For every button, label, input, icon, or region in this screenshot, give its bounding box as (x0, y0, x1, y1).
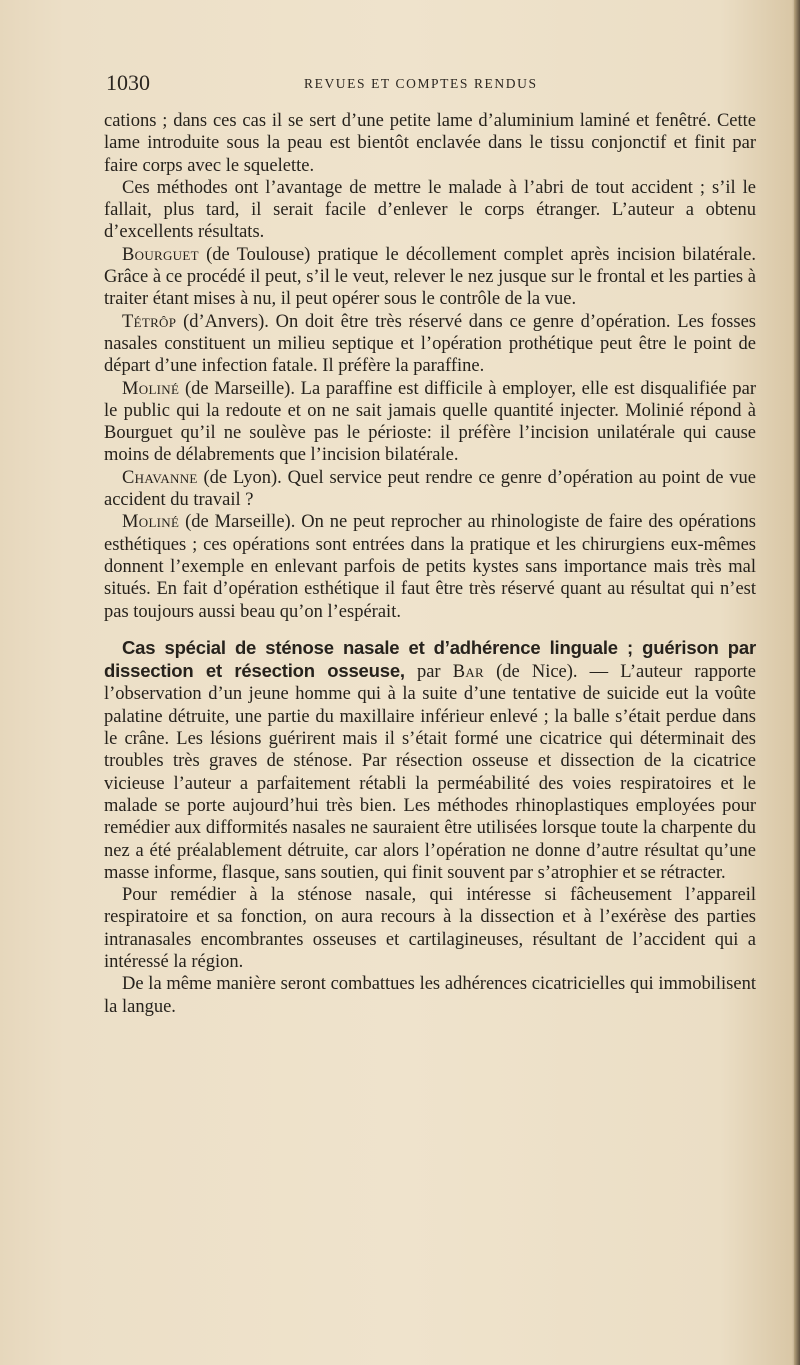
section-gap (104, 623, 756, 637)
page-edge-shadow (794, 0, 800, 1365)
speaker-name: Moliné (122, 378, 180, 399)
article-abstract (104, 637, 756, 884)
article-paragraph-3: De la même manière seront combattues les adhérences cicatricielles qui immobilisent la langue. (104, 974, 756, 1017)
paragraph-chavanne (104, 467, 756, 512)
page-number: 1030 (106, 70, 150, 95)
speaker-name: Tétrôp (122, 311, 177, 332)
speaker-text: (de Toulouse) pratique le décollement complet après incision bilatérale. Grâce à ce procédé il peut, s’il le veut, relever le nez jusque sur le frontal et les parties à traiter étant mises à nu, il peut opérer sous le contrôle de la vue. (104, 244, 756, 310)
paragraph-molinie-1 (104, 378, 756, 467)
paragraph-continuation: cations ; dans ces cas il se sert d’une petite lame d’aluminium laminé et fenêtré. Cette lame introduite sous la peau est bientôt enclavée dans le tissu conjonctif et finit par faire corps avec le squelette. (104, 111, 756, 176)
speaker-text: (d’Anvers). On doit être très réservé dans ce genre d’opération. Les fosses nasales constituent un milieu septique et l’opération prothétique peut être le point de départ d’une infection fatale. Il préfère la paraffine. (104, 311, 756, 377)
paragraph-bourguet (104, 244, 756, 311)
paragraph-methods: Ces méthodes ont l’avantage de mettre le malade à l’abri de tout accident ; s’il le fallait, plus tard, il serait facile d’enlever le corps étranger. L’auteur a obtenu d’excellents résultats. (104, 177, 756, 243)
speaker-name: Chavanne (122, 467, 198, 488)
article-title: Cas spécial de sténose nasale et d’adhérence linguale ; guérison par dissection et résection osseuse, (104, 636, 756, 682)
speaker-text: (de Marseille). La paraffine est difficile à employer, elle est disqualifiée par le public qui la redoute et on ne sait jamais quelle quantité injecter. Molinié répond à Bourguet qu’il ne soulève pas le périoste: il préfère l’incision unilatérale qui cause moins de délabrements que l’incision bilatérale. (104, 378, 756, 466)
paragraph-tetrop (104, 311, 756, 378)
speaker-text: (de Marseille). On ne peut reprocher au rhinologiste de faire des opérations esthétiques ; ces opérations sont entrées dans la pratique et les chirurgiens eux-mêmes donnent l’exemple en enlevant parfois de petits kystes sans importance mais très mal situés. En fait d’opération esthétique il faut être très réservé quant au résultat qui n’est pas toujours aussi beau qu’on l’espérait. (104, 512, 756, 622)
running-title: REVUES ET COMPTES RENDUS (304, 76, 538, 91)
body-text (104, 110, 756, 1018)
paragraph-molinie-2 (104, 511, 756, 622)
running-head (106, 70, 756, 100)
speaker-name: Moliné (122, 512, 180, 533)
speaker-text: (de Lyon). Quel service peut rendre ce genre d’opération au point de vue accident du travail ? (104, 467, 756, 511)
speaker-name: Bourguet (122, 244, 199, 265)
article-by: par (404, 662, 453, 683)
article-paragraph-2: Pour remédier à la sténose nasale, qui intéresse si fâcheusement l’appareil respiratoire et sa fonction, on aura recours à la dissection et à l’exérèse des parties intranasales encombrantes osseuses et cartilagineuses, résultant de l’accident qui a intéressé la région. (104, 885, 756, 972)
article-intro: (de Nice). — L’auteur rapporte l’observation d’un jeune homme qui à la suite d’une tentative de suicide eut la voûte palatine détruite, une partie du maxillaire inférieur enlevé ; la balle s’était perdue dans le crâne. Les lésions guérirent mais il s’était formé une cicatrice qui déterminait des troubles très graves de sténose. Par résection osseuse et dissection de la cicatrice vicieuse l’auteur a parfaitement rétabli la perméabilité des voies respiratoires et le malade se porte aujourd’hui très bien. Les méthodes rhinoplastiques employées pour remédier aux difformités nasales ne sauraient être utilisées lorsque toute la charpente du nez a été préalablement détruite, car alors l’opération ne donne d’autre résultat qu’une masse informe, flasque, sans soutien, qui finit souvent par s’atrophier et se rétracter. (104, 662, 756, 883)
article-author: Bar (452, 662, 485, 683)
